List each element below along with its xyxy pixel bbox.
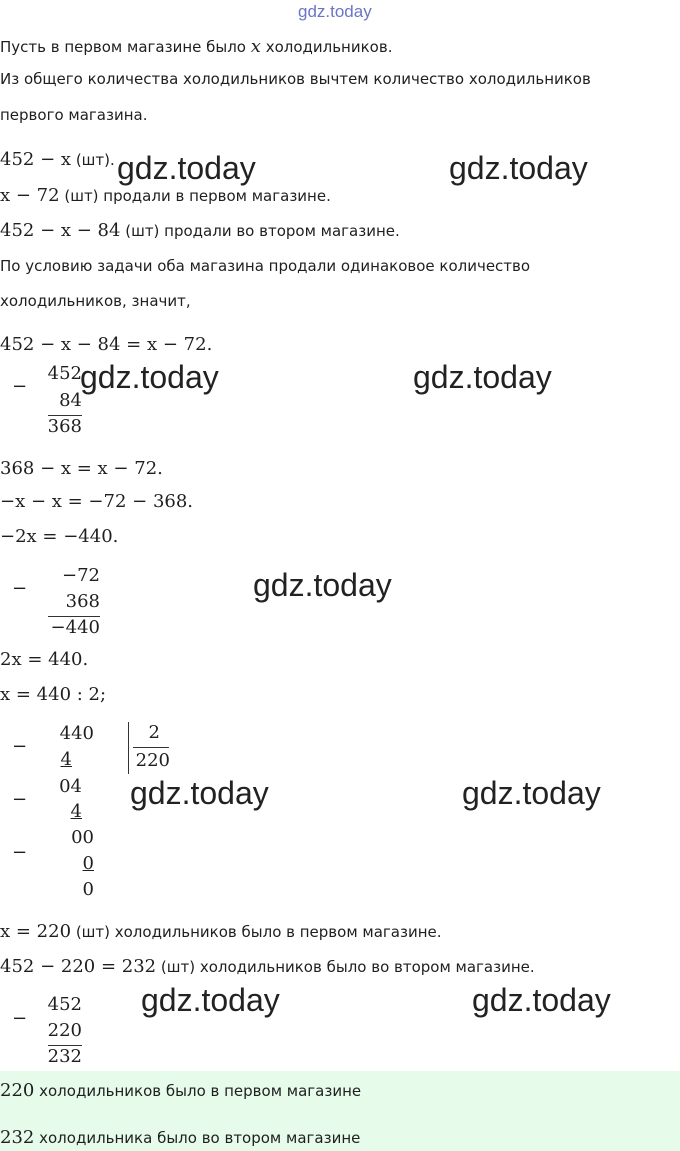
watermark: gdz.today (141, 982, 280, 1018)
remainder-3: 0 (82, 879, 94, 900)
watermark: gdz.today (80, 359, 219, 395)
solution-line-11: −x − x = −72 − 368. (0, 491, 194, 512)
solution-line-10: 368 − x = x − 72. (0, 458, 163, 479)
minuend: 452 (47, 994, 82, 1015)
solution-line-14: x = 440 : 2; (0, 684, 107, 705)
minus-sign: − (12, 578, 28, 599)
minus-sign: − (12, 736, 28, 757)
divisor-underline (133, 747, 169, 748)
watermark: gdz.today (472, 982, 611, 1018)
solution-line-7: По условию задачи оба магазина продали одинаковое количество (0, 257, 531, 275)
solution-line-4: 452 − x (шт). (0, 149, 115, 170)
solution-line-12: −2x = −440. (0, 526, 119, 547)
solution-line-5: x − 72 (шт) продали в первом магазине. (0, 185, 331, 206)
minus-sign: − (12, 842, 28, 863)
solution-line-13: 2x = 440. (0, 649, 89, 670)
difference: −440 (50, 617, 100, 638)
solution-line-2: Из общего количества холодильников вычтем количество холодильников (0, 70, 591, 88)
solution-line-6: 452 − x − 84 (шт) продали во втором магазине. (0, 220, 400, 241)
watermark: gdz.today (117, 150, 256, 186)
solution-line-16: 452 − 220 = 232 (шт) холодильников было во втором магазине. (0, 956, 535, 977)
answer-block (0, 1071, 680, 1151)
answer-line-2: 232 холодильника было во втором магазине (0, 1127, 361, 1148)
divisor: 2 (148, 722, 160, 743)
minuend: 452 (47, 363, 82, 384)
watermark: gdz.today (253, 567, 392, 603)
remainder-2: 00 (71, 827, 94, 848)
difference: 232 (47, 1046, 82, 1067)
solution-line-1: Пусть в первом магазине было x холодильников. (0, 36, 393, 57)
watermark: gdz.today (413, 359, 552, 395)
subtract-1: 4 (60, 749, 72, 770)
subtract-3: 0 (82, 853, 94, 874)
dividend: 440 (59, 723, 94, 744)
minus-sign: − (12, 376, 28, 397)
answer-line-1: 220 холодильников было в первом магазине (0, 1080, 362, 1101)
minus-sign: − (12, 789, 28, 810)
remainder-1: 04 (59, 776, 82, 797)
solution-line-15: x = 220 (шт) холодильников было в первом магазине. (0, 921, 442, 942)
solution-line-9: 452 − x − 84 = x − 72. (0, 334, 213, 355)
watermark: gdz.today (449, 150, 588, 186)
watermark: gdz.today (462, 775, 601, 811)
watermark: gdz.today (130, 775, 269, 811)
minuend: −72 (62, 565, 100, 586)
subtract-2: 4 (70, 801, 82, 822)
solution-line-8: холодильников, значит, (0, 292, 191, 310)
division-vertical-bar (128, 722, 129, 774)
subtrahend: 84 (59, 390, 82, 411)
subtrahend: 368 (65, 591, 100, 612)
subtrahend: 220 (47, 1020, 82, 1041)
difference: 368 (47, 416, 82, 437)
site-header-logo[interactable]: gdz.today (298, 2, 372, 21)
solution-line-3: первого магазина. (0, 106, 148, 124)
minus-sign: − (12, 1008, 28, 1029)
quotient: 220 (135, 750, 170, 771)
